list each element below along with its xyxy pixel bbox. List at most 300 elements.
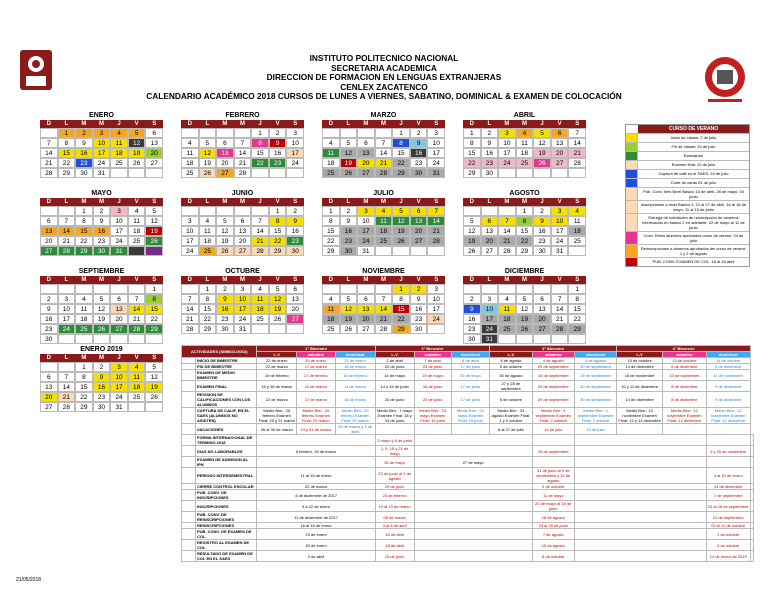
- day-cell: [392, 246, 410, 256]
- activity-row: [182, 370, 754, 381]
- day-cell: 15: [516, 226, 534, 236]
- day-cell: 24: [286, 158, 304, 168]
- day-cell: 9: [463, 304, 481, 314]
- activity-value: 29 de septiembre: [532, 381, 574, 392]
- weekday-label: M: [363, 277, 369, 283]
- day-cell: 21: [498, 236, 516, 246]
- activity-value: 24 y 31 de marzo: [297, 424, 335, 435]
- day-cell: 16: [410, 304, 428, 314]
- summer-course-legend: [625, 124, 750, 267]
- activity-value: 5 de octubre: [490, 364, 533, 370]
- day-cell: 26: [392, 236, 410, 246]
- day-cell: 2: [75, 128, 93, 138]
- day-cell: 28: [234, 168, 252, 178]
- activity-value: 10 y 11 de diciembre: [617, 381, 663, 392]
- day-cell: 19: [216, 236, 234, 246]
- weekday-label: D: [469, 199, 474, 205]
- day-cell: [533, 334, 551, 344]
- day-cell: 31: [110, 246, 128, 256]
- day-cell: 29: [392, 324, 410, 334]
- day-cell: 17: [481, 314, 499, 324]
- day-cell: 14: [58, 226, 76, 236]
- day-cell: 8: [463, 138, 481, 148]
- day-cell: 13: [145, 138, 163, 148]
- day-cell: 3: [93, 128, 111, 138]
- day-cell: 22: [463, 158, 481, 168]
- day-cell: 27: [286, 314, 304, 324]
- activity-value: [375, 424, 414, 435]
- day-cell: 11: [128, 216, 146, 226]
- weekday-label: D: [46, 121, 51, 127]
- weekday-label: S: [293, 277, 298, 283]
- day-cell: 27: [234, 246, 252, 256]
- activity-value: 25 de marzo y 1 de abril: [335, 424, 375, 435]
- day-cell: 23: [410, 158, 428, 168]
- month-marzo: [322, 112, 445, 178]
- day-cell: 4: [75, 294, 93, 304]
- day-cell: 7: [181, 294, 199, 304]
- weekday-label: J: [399, 199, 403, 205]
- day-cell: 2: [286, 206, 304, 216]
- day-cell: 11: [375, 216, 393, 226]
- day-cell: 29: [516, 246, 534, 256]
- day-cell: 6: [286, 284, 304, 294]
- day-cell: 3: [234, 284, 252, 294]
- day-cell: 7: [551, 294, 569, 304]
- activity-name: INSCRIPCIONES: [196, 501, 257, 512]
- day-cell: 7: [234, 138, 252, 148]
- day-cell: [58, 284, 76, 294]
- day-cell: [110, 284, 128, 294]
- weekday-label: J: [117, 277, 121, 283]
- weekday-header: [463, 120, 586, 128]
- day-cell: 21: [427, 226, 445, 236]
- activity-value: 16 de septiembre: [574, 370, 616, 381]
- day-cell: 10: [110, 216, 128, 226]
- weekday-label: S: [152, 121, 157, 127]
- activity-row: [182, 540, 754, 551]
- day-cell: 23: [463, 324, 481, 334]
- day-cell: 11: [568, 216, 586, 226]
- legend-text: Inscripciones a nivel Basico 1: 21 al 27 de abril, 16 al 18 de mayo, 11 al 15 de junio: [640, 202, 747, 212]
- activity-name: PERIODO INTERSEMESTRAL: [196, 468, 257, 484]
- day-cell: 13: [357, 304, 375, 314]
- day-cell: 14: [40, 148, 58, 158]
- day-cell: 19: [392, 226, 410, 236]
- activity-value: Medio Bim.: 4 septiembre Examen Final: 2 octubre: [532, 408, 574, 424]
- day-cell: 11: [181, 148, 199, 158]
- activity-name: EXAMEN FINAL: [196, 381, 257, 392]
- activity-value: 31 de junio al 9 de septiembre y 31 de agosto: [532, 468, 574, 484]
- secretariat-name: SECRETARIA ACADEMICA: [331, 62, 437, 73]
- day-cell: 2: [216, 284, 234, 294]
- activity-value: [414, 529, 532, 540]
- day-cell: 28: [128, 324, 146, 334]
- month-title: AGOSTO: [509, 190, 540, 197]
- day-cell: 30: [75, 168, 93, 178]
- weekday-label: D: [46, 355, 51, 361]
- activity-icon: [182, 370, 196, 381]
- day-cell: [322, 128, 340, 138]
- day-cell: 23: [286, 236, 304, 246]
- activity-value: 16 al 18 de enero: [257, 523, 375, 529]
- activity-value: 18 de abril: [375, 540, 414, 551]
- day-cell: 20: [551, 148, 569, 158]
- day-cell: 14: [427, 216, 445, 226]
- activity-filler: [750, 551, 753, 562]
- day-cell: 29: [269, 246, 287, 256]
- day-cell: [410, 246, 428, 256]
- legend-swatch: [626, 232, 638, 244]
- activity-value: [574, 529, 706, 540]
- day-cell: 22: [58, 158, 76, 168]
- day-cell: 27: [481, 246, 499, 256]
- activity-value: 11 de noviembre: [706, 370, 750, 381]
- activity-value: 14 de diciembre: [706, 484, 750, 490]
- weekday-label: L: [487, 121, 492, 127]
- period-header: 3° Bimestre: [490, 346, 617, 352]
- day-cell: 2: [93, 362, 111, 372]
- activity-value: 10 de agosto: [532, 540, 574, 551]
- day-cell: [128, 168, 146, 178]
- day-cell: 29: [145, 324, 163, 334]
- activity-value: 30 de septiembre: [574, 381, 616, 392]
- activity-filler: [750, 512, 753, 523]
- activity-value: 19 al 15 de marzo: [375, 501, 414, 512]
- weekday-label: L: [205, 277, 210, 283]
- day-cell: [128, 284, 146, 294]
- subhead-sabatino: sabatino: [297, 352, 335, 358]
- day-cell: 9: [269, 138, 287, 148]
- day-cell: 23: [93, 236, 111, 246]
- weekday-label: J: [258, 121, 262, 127]
- day-cell: 8: [269, 216, 287, 226]
- day-cell: 6: [357, 138, 375, 148]
- day-cell: 25: [181, 168, 199, 178]
- legend-swatch: [626, 188, 638, 200]
- month-julio: [322, 190, 445, 256]
- day-grid: [40, 128, 163, 178]
- activity-value: 15 de julio: [574, 424, 616, 435]
- weekday-label: D: [46, 199, 51, 205]
- day-grid: [181, 128, 304, 178]
- activity-value: Medio Bim.: 12 noviembre Examen Final: 12 y 13 diciembre: [618, 408, 661, 423]
- day-cell: 9: [40, 304, 58, 314]
- day-cell: 6: [145, 128, 163, 138]
- activity-value: 24 al 28 de septiembre: [706, 501, 750, 512]
- activity-row: [182, 435, 754, 446]
- activity-value: [574, 457, 706, 468]
- day-cell: [145, 402, 163, 412]
- day-cell: 18: [251, 304, 269, 314]
- day-cell: 19: [145, 226, 163, 236]
- day-cell: 28: [375, 324, 393, 334]
- day-grid: [181, 206, 304, 256]
- activity-value: 18 de febrero: [335, 370, 375, 381]
- activity-name: CIERRE CONTROL ESCOLAR: [196, 484, 257, 490]
- month-junio: [181, 190, 304, 256]
- day-cell: [498, 334, 516, 344]
- month-febrero: [181, 112, 304, 178]
- activity-value: 14 y 15 de junio: [375, 381, 414, 392]
- day-cell: 13: [286, 294, 304, 304]
- legend-text: Fin de clases: 24 de julio: [671, 144, 716, 149]
- day-cell: 11: [322, 304, 340, 314]
- day-cell: 13: [481, 226, 499, 236]
- day-cell: 3: [110, 206, 128, 216]
- activity-value: 22 de marzo: [257, 392, 297, 408]
- day-cell: 18: [181, 158, 199, 168]
- legend-text: Corte de caras 24 de julio: [670, 180, 717, 185]
- period-header: 2° Bimestre: [375, 346, 489, 352]
- day-cell: 19: [340, 158, 358, 168]
- day-cell: 14: [551, 304, 569, 314]
- day-cell: 7: [568, 128, 586, 138]
- day-cell: 22: [392, 314, 410, 324]
- subhead-dominical: dominical: [706, 352, 750, 358]
- activity-value: [414, 435, 532, 446]
- activity-value: 17 de junio: [451, 392, 490, 408]
- day-cell: 1: [392, 128, 410, 138]
- legend-text: Inicio de clases: 2 de julio: [670, 135, 717, 140]
- legend-row: [626, 200, 749, 213]
- weekday-label: D: [187, 199, 192, 205]
- day-cell: 13: [357, 148, 375, 158]
- activity-value: [574, 446, 706, 457]
- day-cell: [216, 206, 234, 216]
- day-cell: 14: [498, 226, 516, 236]
- day-cell: 18: [375, 226, 393, 236]
- day-cell: [40, 128, 58, 138]
- day-cell: 4: [251, 284, 269, 294]
- day-cell: [498, 284, 516, 294]
- month-title: ENERO 2019: [80, 346, 123, 353]
- activity-value: 26 al 30 de marzo: [257, 424, 297, 435]
- day-cell: [551, 168, 569, 178]
- day-cell: 13: [110, 304, 128, 314]
- activity-value: 7 de abril: [414, 358, 451, 364]
- weekday-header: [322, 276, 445, 284]
- weekday-label: J: [399, 277, 403, 283]
- day-cell: 23: [481, 158, 499, 168]
- day-cell: 16: [93, 226, 111, 236]
- day-cell: 30: [286, 246, 304, 256]
- day-cell: 18: [322, 314, 340, 324]
- day-cell: [286, 324, 304, 334]
- legend-swatch: [626, 214, 638, 231]
- day-cell: 8: [75, 372, 93, 382]
- legend-swatch: [626, 258, 638, 266]
- activity-name: PUB. CONV. DE EXAMEN DE COL.: [196, 529, 257, 540]
- day-cell: 24: [234, 314, 252, 324]
- day-cell: [375, 284, 393, 294]
- legend-row: [626, 142, 749, 151]
- day-cell: 5: [269, 284, 287, 294]
- day-cell: 5: [340, 294, 358, 304]
- day-cell: 15: [251, 148, 269, 158]
- day-cell: 28: [568, 158, 586, 168]
- weekday-label: M: [380, 277, 386, 283]
- activity-value: 16 de noviembre: [617, 370, 663, 381]
- day-cell: 25: [251, 314, 269, 324]
- activity-value: Medio Bim.: 20 febrero Examen Final: 20 marzo: [335, 408, 375, 424]
- day-cell: 4: [498, 294, 516, 304]
- activity-value: 9 a 12 de enero: [257, 501, 375, 512]
- day-cell: 25: [128, 392, 146, 402]
- weekday-header: [181, 198, 304, 206]
- activity-value: 15 y 16 de marzo: [257, 381, 297, 392]
- day-cell: 9: [216, 294, 234, 304]
- month-title: FEBRERO: [225, 112, 260, 119]
- weekday-label: M: [81, 277, 87, 283]
- weekday-header: [463, 276, 586, 284]
- day-cell: 17: [110, 226, 128, 236]
- activity-value: 5 de octubre: [706, 540, 750, 551]
- month-septiembre: [40, 268, 163, 344]
- activity-value: [451, 424, 490, 435]
- day-cell: 6: [551, 128, 569, 138]
- day-cell: [128, 402, 146, 412]
- weekday-label: M: [222, 199, 228, 205]
- day-cell: 14: [58, 382, 76, 392]
- activity-value: 1 de octubre: [706, 529, 750, 540]
- day-cell: 6: [234, 216, 252, 226]
- day-cell: 2: [533, 206, 551, 216]
- weekday-header: [463, 198, 586, 206]
- day-cell: [58, 334, 76, 344]
- day-grid: [463, 284, 586, 344]
- day-cell: 4: [322, 294, 340, 304]
- period-header: 4° Bimestre: [617, 346, 751, 352]
- day-cell: 8: [58, 138, 76, 148]
- day-cell: 27: [533, 324, 551, 334]
- day-cell: 12: [128, 138, 146, 148]
- day-cell: 6: [110, 294, 128, 304]
- day-cell: [40, 206, 58, 216]
- activity-value: [414, 490, 532, 501]
- weekday-header: [40, 276, 163, 284]
- activity-icon: [182, 540, 196, 551]
- day-cell: 28: [375, 168, 393, 178]
- activity-filler: [750, 457, 753, 468]
- weekday-label: D: [187, 277, 192, 283]
- weekday-label: M: [363, 199, 369, 205]
- activity-value: 8 de octubre: [532, 551, 574, 562]
- day-cell: [110, 168, 128, 178]
- activity-value: 9 de diciembre: [706, 392, 750, 408]
- day-grid: [40, 206, 163, 256]
- day-cell: 16: [269, 148, 287, 158]
- activity-value: [414, 468, 532, 484]
- activity-value: [617, 424, 663, 435]
- day-cell: 13: [533, 304, 551, 314]
- day-cell: 10: [551, 216, 569, 226]
- day-cell: 3: [481, 294, 499, 304]
- day-cell: 1: [75, 362, 93, 372]
- day-cell: 7: [58, 216, 76, 226]
- footer-date: 21/05/2018: [16, 577, 42, 583]
- month-title: ENERO: [89, 112, 114, 119]
- legend-text: Examen final: 20 de julio: [671, 162, 716, 167]
- day-cell: 8: [199, 294, 217, 304]
- day-cell: 1: [322, 206, 340, 216]
- day-cell: 9: [410, 138, 428, 148]
- day-cell: 30: [340, 246, 358, 256]
- day-cell: 18: [128, 226, 146, 236]
- day-cell: 27: [145, 158, 163, 168]
- day-cell: 29: [322, 246, 340, 256]
- day-cell: 9: [481, 138, 499, 148]
- day-cell: [463, 284, 481, 294]
- weekday-label: D: [469, 277, 474, 283]
- day-cell: 10: [357, 216, 375, 226]
- day-cell: 24: [498, 158, 516, 168]
- day-cell: 15: [199, 304, 217, 314]
- activity-value: 1, 5, 15 y 21 de mayo: [375, 446, 414, 457]
- day-cell: 18: [75, 314, 93, 324]
- weekday-label: D: [46, 277, 51, 283]
- day-cell: 22: [322, 236, 340, 246]
- day-cell: 5: [392, 206, 410, 216]
- weekday-label: V: [134, 199, 139, 205]
- activity-value: 9 de diciembre: [706, 381, 750, 392]
- legend-swatch: [626, 245, 638, 257]
- day-cell: 4: [375, 206, 393, 216]
- day-cell: 9: [340, 216, 358, 226]
- month-diciembre: [463, 268, 586, 344]
- activity-value: 15 de octubre: [617, 358, 663, 364]
- activity-value: 27 de mayo: [414, 457, 532, 468]
- month-title: MARZO: [370, 112, 397, 119]
- activity-value: Medio Bim.: 7 mayo Examen Final: 18 y 19 de junio: [376, 408, 413, 423]
- day-cell: 2: [93, 206, 111, 216]
- day-grid: [40, 362, 163, 412]
- day-cell: 17: [427, 304, 445, 314]
- weekday-label: L: [346, 121, 351, 127]
- day-cell: 2: [340, 206, 358, 216]
- day-cell: 16: [40, 314, 58, 324]
- activity-value: 22 de marzo: [257, 364, 297, 370]
- activity-value: 3 mayo y 6 de junio: [375, 435, 414, 446]
- activity-value: 23 de junio: [414, 392, 451, 408]
- legend-title: CURSO DE VERANO: [638, 125, 749, 133]
- day-cell: 4: [110, 128, 128, 138]
- activity-value: [574, 540, 706, 551]
- day-cell: 25: [375, 236, 393, 246]
- day-cell: [145, 334, 163, 344]
- day-cell: 26: [533, 158, 551, 168]
- day-cell: 8: [251, 138, 269, 148]
- activity-value: 11 de marzo: [335, 381, 375, 392]
- activity-filler: [750, 435, 753, 446]
- day-cell: 28: [58, 402, 76, 412]
- day-cell: 20: [533, 314, 551, 324]
- institution-name: INSTITUTO POLITECNICO NACIONAL: [309, 53, 459, 63]
- day-cell: 10: [93, 138, 111, 148]
- day-cell: 14: [234, 148, 252, 158]
- legend-row: [626, 133, 749, 142]
- day-cell: 23: [269, 158, 287, 168]
- weekday-label: V: [275, 199, 280, 205]
- weekday-label: D: [328, 121, 333, 127]
- day-cell: 8: [568, 294, 586, 304]
- day-cell: 13: [410, 216, 428, 226]
- day-cell: 12: [516, 304, 534, 314]
- activity-row: [182, 392, 754, 408]
- weekday-label: M: [521, 277, 527, 283]
- legend-swatch: [626, 152, 638, 160]
- day-cell: 13: [216, 148, 234, 158]
